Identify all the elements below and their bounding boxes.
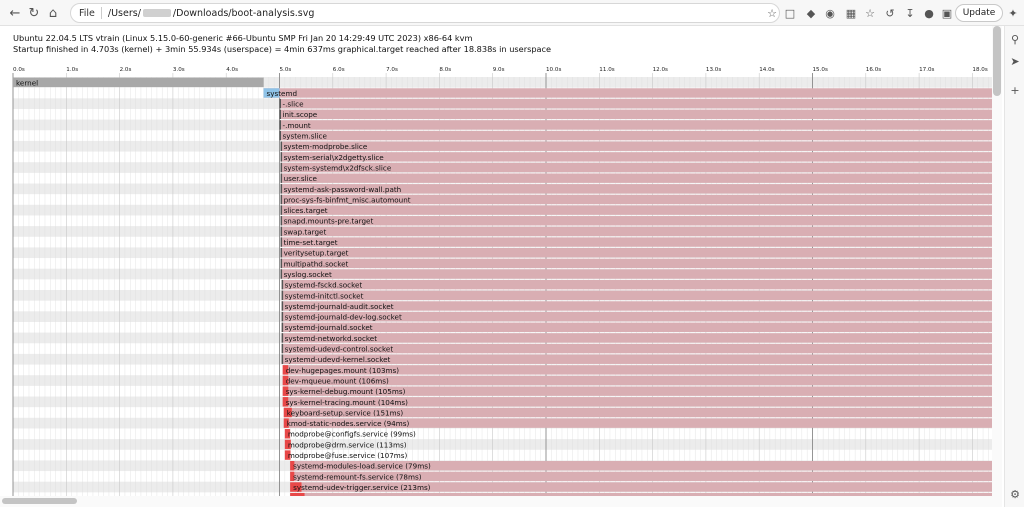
unit-label: -.mount <box>282 120 311 130</box>
page-content <box>0 26 992 496</box>
unit-start-mark <box>281 142 283 151</box>
unit-start-mark <box>281 248 283 257</box>
unit-label: systemd-initctl.socket <box>284 291 364 301</box>
unit-label: init.scope <box>282 110 318 120</box>
vertical-scrollbar-thumb[interactable] <box>993 26 1001 96</box>
kernel-bar <box>13 78 264 87</box>
unit-label: slices.target <box>283 206 328 216</box>
tick-label: 14.0s <box>759 67 775 73</box>
unit-bar <box>282 323 992 332</box>
unit-start-mark <box>282 280 284 289</box>
unit-label: modprobe@configfs.service (99ms) <box>287 429 416 439</box>
unit-label: systemd-udevd-kernel.socket <box>284 355 391 365</box>
reload-icon[interactable]: ↻ <box>28 5 40 21</box>
address-path-prefix: /Users/ <box>107 7 141 19</box>
browser-toolbar <box>0 0 1024 26</box>
tick-label: 12.0s <box>652 67 668 73</box>
browser-sidebar <box>1004 26 1024 507</box>
unit-bar <box>281 216 992 225</box>
address-path-suffix: /Downloads/boot-analysis.svg <box>172 7 315 19</box>
unit-start-mark <box>282 333 284 342</box>
unit-bar <box>281 237 992 246</box>
unit-start-mark <box>280 120 282 129</box>
update-button[interactable]: Update <box>955 4 1003 22</box>
unit-label: system-systemd\x2dfsck.slice <box>283 163 392 173</box>
unit-start-mark <box>281 163 283 172</box>
address-bar[interactable] <box>70 3 780 23</box>
unit-label: system-serial\x2dgetty.slice <box>283 152 384 162</box>
unit-label: keyboard-setup.service (151ms) <box>286 408 404 418</box>
redacted-username <box>143 9 171 17</box>
tick-label: 15.0s <box>812 67 828 73</box>
unit-label: user.slice <box>283 174 317 184</box>
unit-label: system-modprobe.slice <box>283 142 368 152</box>
unit-bar <box>281 269 992 278</box>
favorites-icon[interactable]: ☆ <box>865 6 875 20</box>
unit-label: systemd-ask-password-wall.path <box>283 184 402 194</box>
horizontal-scrollbar[interactable] <box>0 496 992 507</box>
startup-summary-line: Startup finished in 4.703s (kernel) + 3min 55.934s (userspace) = 4min 637ms graphical.target reached after 18.838s in userspace <box>13 44 552 54</box>
tick-label: 18.0s <box>972 67 988 73</box>
unit-bar <box>282 280 992 289</box>
unit-bar <box>281 259 992 268</box>
puzzle-icon[interactable]: ▦ <box>845 6 857 20</box>
unit-label: snapd.mounts-pre.target <box>283 216 374 226</box>
unit-label: sys-kernel-debug.mount (105ms) <box>285 387 406 397</box>
shield-icon[interactable]: ◆ <box>806 6 816 20</box>
unit-label: proc-sys-fs-binfmt_misc.automount <box>283 195 411 205</box>
unit-label: systemd-journald-audit.socket <box>284 301 394 311</box>
unit-start-mark <box>280 110 282 119</box>
unit-start-mark <box>281 216 283 225</box>
tick-label: 9.0s <box>492 67 505 73</box>
tick-label: 1.0s <box>66 67 79 73</box>
unit-label: systemd-remount-fs.service (78ms) <box>293 472 422 482</box>
os-info-line: Ubuntu 22.04.5 LTS vtrain (Linux 5.15.0-60-generic #66-Ubuntu SMP Fri Jan 20 14:29:49 UTC 2023) x86-64 kvm <box>13 33 473 43</box>
tick-label: 7.0s <box>386 67 398 73</box>
unit-start-mark <box>281 227 283 236</box>
unit-label: kernel <box>16 78 39 88</box>
download-icon[interactable]: ↧ <box>905 6 915 20</box>
tick-label: 17.0s <box>919 67 935 73</box>
address-separator <box>101 7 102 19</box>
unit-start-mark <box>281 184 283 193</box>
unit-label: dev-hugepages.mount (103ms) <box>285 365 400 375</box>
home-icon[interactable]: ⌂ <box>48 5 58 21</box>
unit-bar <box>281 152 992 161</box>
unit-label: systemd-networkd.socket <box>284 333 378 343</box>
unit-bar <box>281 173 992 182</box>
unit-bar <box>280 120 993 129</box>
unit-label: modprobe@fuse.service (107ms) <box>287 451 408 460</box>
unit-start-mark <box>282 301 284 310</box>
sidebar-app-icon[interactable]: ➤ <box>1010 54 1020 68</box>
security-icon[interactable]: ● <box>924 6 934 20</box>
share-icon[interactable]: ▣ <box>941 6 953 20</box>
unit-label: modprobe@drm.service (113ms) <box>287 440 407 450</box>
unit-label: multipathd.socket <box>283 259 349 269</box>
unit-start-mark <box>281 173 283 182</box>
unit-start-mark <box>282 323 284 332</box>
unit-start-mark <box>281 152 283 161</box>
unit-start-mark <box>282 344 284 353</box>
unit-label: systemd-journald-dev-log.socket <box>284 312 402 322</box>
unit-label: systemd-journald.socket <box>284 323 373 333</box>
unit-start-mark <box>282 355 284 364</box>
tick-label: 16.0s <box>865 67 882 73</box>
unit-label: time-set.target <box>283 238 338 247</box>
unit-label: -.slice <box>282 99 304 109</box>
unit-start-mark <box>282 291 284 300</box>
unit-label: system.slice <box>282 131 327 141</box>
unit-label: systemd-udev-trigger.service (213ms) <box>293 482 431 492</box>
unit-bar <box>281 205 992 214</box>
tick-label: 8.0s <box>439 67 452 73</box>
tick-label: 3.0s <box>172 67 185 73</box>
unit-label: sys-kernel-tracing.mount (104ms) <box>285 397 408 407</box>
unit-label: systemd-fsckd.socket <box>284 280 363 290</box>
tick-label: 6.0s <box>332 67 345 73</box>
unit-label: systemd-udevd-control.socket <box>284 344 394 354</box>
unit-start-mark <box>281 259 283 268</box>
unit-bar <box>281 142 992 151</box>
unit-label: systemd-modules-load.service (79ms) <box>293 461 431 471</box>
tick-label: 10.0s <box>546 67 562 73</box>
address-file-label: File <box>79 7 95 19</box>
unit-start-mark <box>281 195 283 204</box>
history-icon[interactable]: ↺ <box>885 6 895 20</box>
unit-label: syslog.socket <box>283 269 332 279</box>
unit-label: systemd <box>266 88 298 98</box>
unit-label: veritysetup.target <box>283 248 349 258</box>
unit-bar <box>281 248 992 257</box>
add-icon[interactable]: + <box>1010 83 1020 97</box>
gear-icon[interactable]: ⚙ <box>1010 487 1020 501</box>
unit-start-mark <box>280 131 282 140</box>
translate-icon[interactable]: □ <box>784 6 796 20</box>
systemd-bar <box>264 88 992 97</box>
circle-extension-icon[interactable]: ◉ <box>825 6 835 20</box>
unit-bar <box>283 376 992 385</box>
unit-label: dev-mqueue.mount (106ms) <box>285 376 389 386</box>
unit-label: kmod-static-nodes.service (94ms) <box>286 419 410 429</box>
vertical-scrollbar[interactable] <box>992 26 1002 507</box>
unit-bar <box>282 333 992 342</box>
tick-label: 2.0s <box>119 67 132 73</box>
tick-label: 0.0s <box>13 67 25 73</box>
unit-start-mark <box>281 237 283 246</box>
row-band <box>13 439 992 450</box>
boot-timeline-chart <box>0 26 992 496</box>
unit-start-mark <box>281 269 283 278</box>
unit-bar <box>282 291 992 300</box>
unit-bar <box>281 227 992 236</box>
tick-label: 11.0s <box>599 67 615 73</box>
unit-bar <box>280 110 993 119</box>
copilot-icon[interactable]: ✦ <box>1008 6 1018 20</box>
unit-bar <box>280 99 993 108</box>
back-arrow-icon[interactable]: ← <box>9 5 21 21</box>
unit-start-mark <box>280 99 282 108</box>
star-icon[interactable]: ☆ <box>767 6 777 20</box>
tick-label: 5.0s <box>279 67 292 73</box>
unit-start-mark <box>282 312 284 321</box>
horizontal-scrollbar-thumb[interactable] <box>2 498 77 504</box>
unit-label: swap.target <box>283 227 327 237</box>
tick-label: 4.0s <box>226 67 239 73</box>
unit-bar <box>280 131 993 140</box>
unit-start-mark <box>281 205 283 214</box>
tick-label: 13.0s <box>705 67 722 73</box>
search-icon[interactable]: ⚲ <box>1010 32 1020 46</box>
